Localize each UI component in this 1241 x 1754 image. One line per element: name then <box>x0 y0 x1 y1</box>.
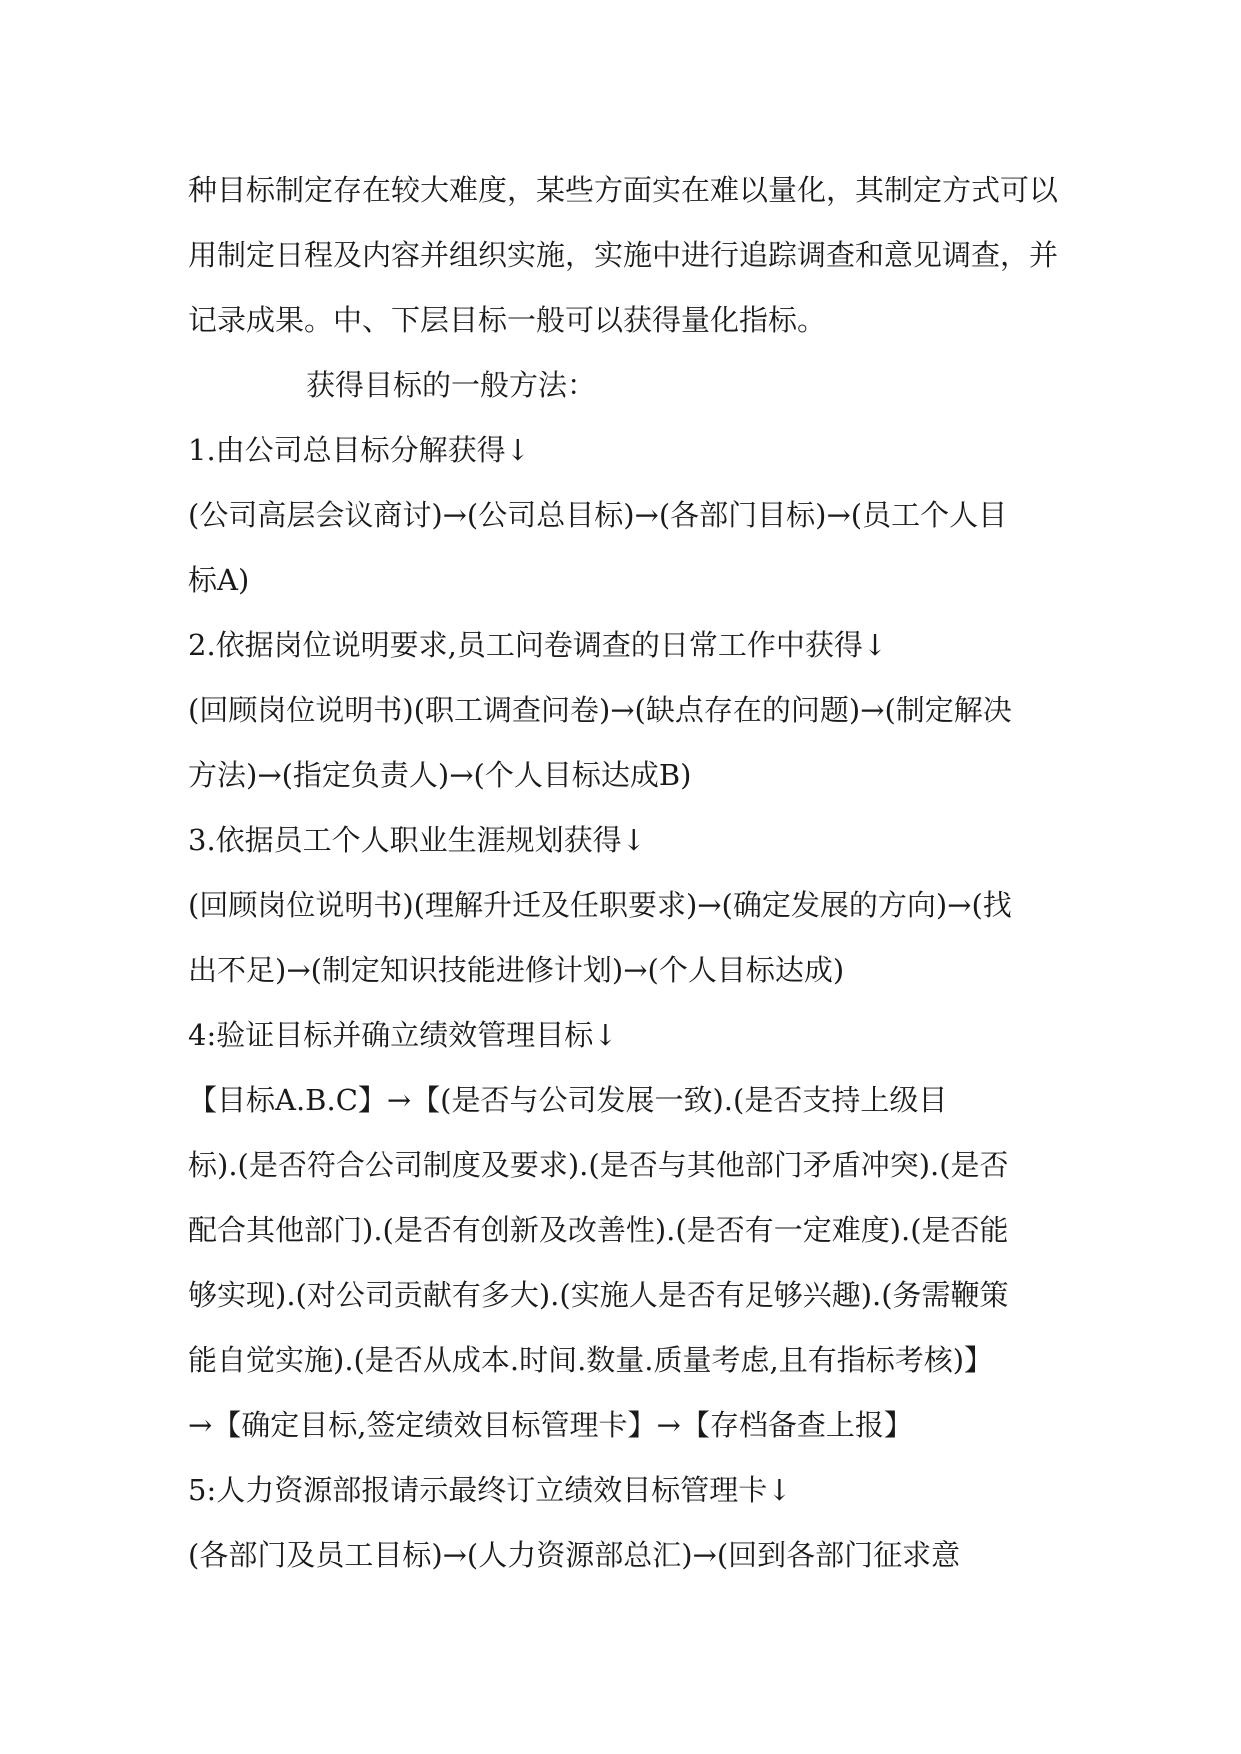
flow-line: 标).(是否符合公司制度及要求).(是否与其他部门矛盾冲突).(是否 <box>188 1148 1009 1182</box>
flow-line: 配合其他部门).(是否有创新及改善性).(是否有一定难度).(是否能 <box>188 1213 1009 1247</box>
section-heading: 获得目标的一般方法： <box>306 368 597 402</box>
flow-line: (各部门及员工目标)→(人力资源部总汇)→(回到各部门征求意 <box>188 1538 961 1572</box>
paragraph-line: 用制定日程及内容并组织实施，实施中进行追踪调查和意见调查，并 <box>188 238 1059 272</box>
paragraph-line: 种目标制定存在较大难度，某些方面实在难以量化，其制定方式可以 <box>188 173 1059 207</box>
list-item-heading-4: 4:验证目标并确立绩效管理目标↓ <box>188 1018 618 1052</box>
flow-line: 能自觉实施).(是否从成本.时间.数量.质量考虑,且有指标考核)】 <box>188 1343 994 1377</box>
paragraph-line: 记录成果。中、下层目标一般可以获得量化指标。 <box>188 303 827 337</box>
flow-line: (公司高层会议商讨)→(公司总目标)→(各部门目标)→(员工个人目 <box>188 498 1008 532</box>
flow-line: (回顾岗位说明书)(职工调查问卷)→(缺点存在的问题)→(制定解决 <box>188 693 1012 727</box>
list-item-heading-1: 1.由公司总目标分解获得↓ <box>188 433 530 467</box>
list-item-heading-5: 5:人力资源部报请示最终订立绩效目标管理卡↓ <box>188 1473 792 1507</box>
flow-line: →【确定目标,签定绩效目标管理卡】→【存档备查上报】 <box>188 1408 913 1442</box>
list-item-heading-3: 3.依据员工个人职业生涯规划获得↓ <box>188 823 646 857</box>
flow-line: 方法)→(指定负责人)→(个人目标达成B) <box>188 758 692 792</box>
document-body <box>188 158 1058 1588</box>
flow-line: 够实现).(对公司贡献有多大).(实施人是否有足够兴趣).(务需鞭策 <box>188 1278 1009 1312</box>
flow-line: 出不足)→(制定知识技能进修计划)→(个人目标达成) <box>188 953 845 987</box>
flow-line: 标A) <box>188 563 250 597</box>
list-item-heading-2: 2.依据岗位说明要求,员工问卷调查的日常工作中获得↓ <box>188 628 888 662</box>
flow-line: 【目标A.B.C】→【(是否与公司发展一致).(是否支持上级目 <box>188 1083 948 1117</box>
flow-line: (回顾岗位说明书)(理解升迁及任职要求)→(确定发展的方向)→(找 <box>188 888 1012 922</box>
